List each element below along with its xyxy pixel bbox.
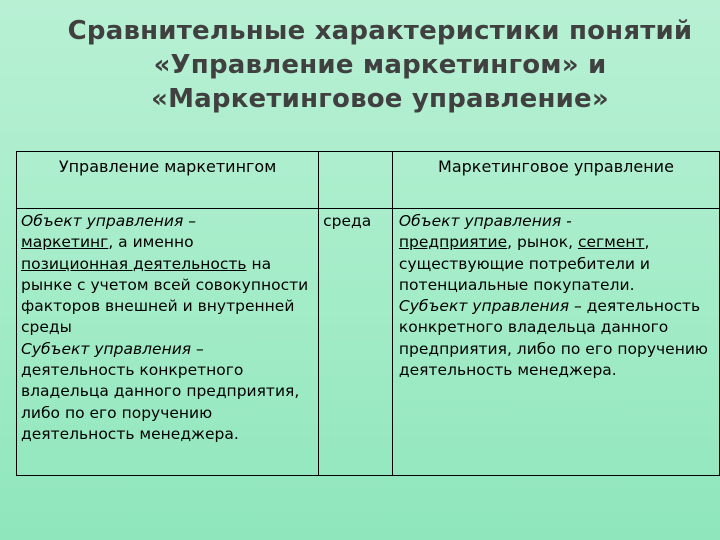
table-header-row [17,152,720,209]
cell-marketing-management [392,209,719,476]
cell-environment: среда [319,209,393,476]
title-line-3: «Маркетинговое управление» [151,84,609,114]
title-line-2: «Управление маркетингом» и [153,50,607,80]
header-middle [319,152,393,209]
col1-object-positional: позиционная деятельность [21,254,247,273]
col1-object-rest1: , а именно [108,233,194,252]
slide-title [40,14,720,116]
comparison-table [16,151,720,476]
col1-object-marketing: маркетинг [21,233,109,252]
col3-object-segment: сегмент [577,233,645,252]
header-management-of-marketing: Управление маркетингом [17,152,319,209]
header-marketing-management: Маркетинговое управление [392,152,719,209]
col3-object-mid: , рынок, [507,233,578,252]
table-body-row [17,209,720,476]
cell-management-of-marketing [17,209,319,476]
col1-subject-text: деятельность конкретного владельца данного предприятия, либо по его поручению деятельность менеджера. [21,361,300,443]
col1-subject-label: Субъект управления – [21,339,204,358]
col1-object-rest2: на рынке с учетом всей совокупности факторов внешней и внутренней среды [21,254,309,337]
col3-subject-text: деятельность конкретного владельца данного предприятия, либо по его поручению деятельность менеджера. [398,297,708,380]
col1-object-label: Объект управления – [21,212,196,230]
col3-object-rest: , существующие потребители и потенциальные покупатели. [398,233,650,294]
col3-object-label: Объект управления - [398,212,572,230]
col3-object-enterprise: предприятие [398,233,508,252]
col3-subject-label: Субъект управления – [398,297,582,316]
title-line-1: Сравнительные характеристики понятий [67,16,693,46]
